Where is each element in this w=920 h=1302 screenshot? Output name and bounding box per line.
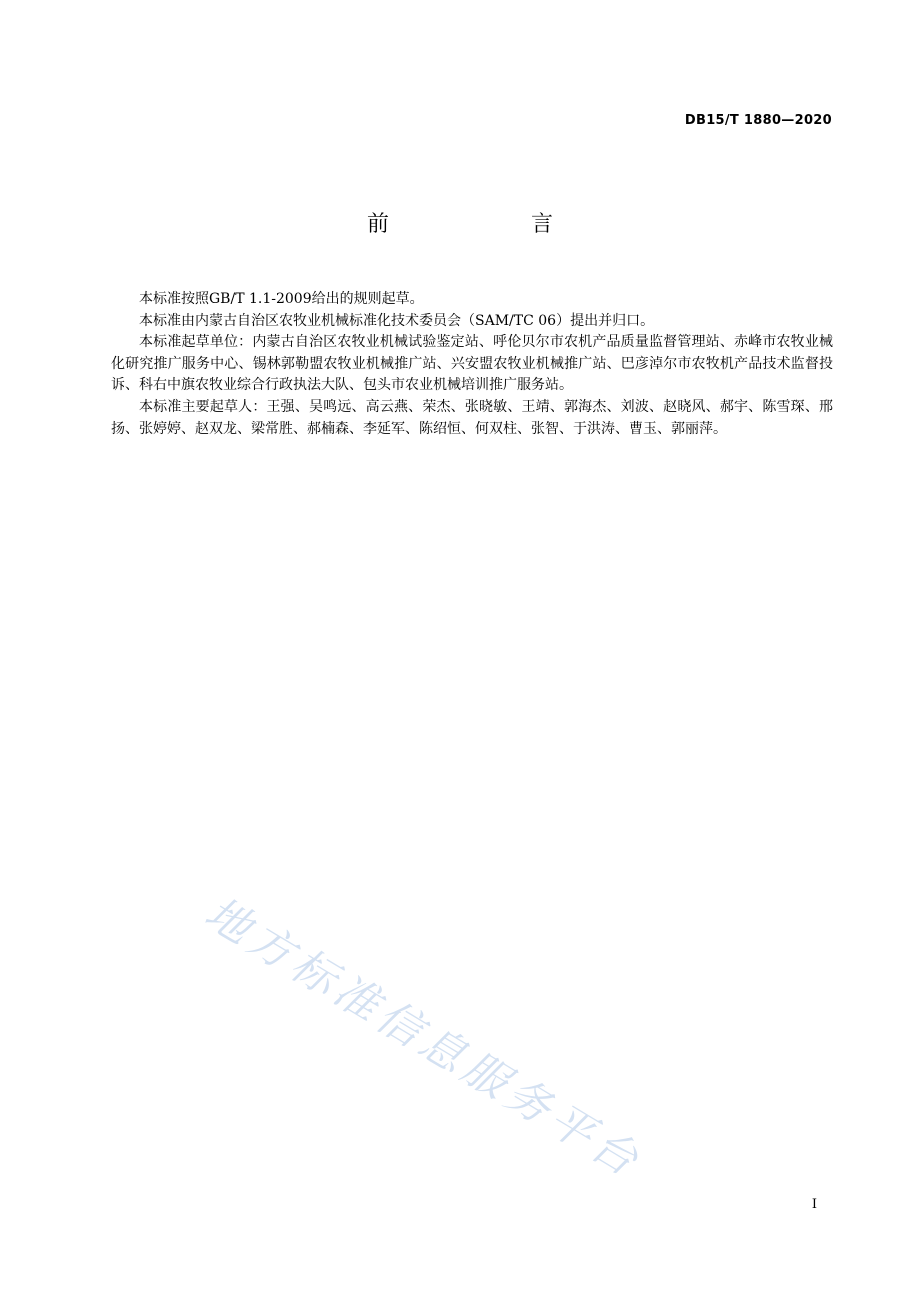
paragraph-drafting-units: 本标准起草单位：内蒙古自治区农牧业机械试验鉴定站、呼伦贝尔市农机产品质量监督管理站、赤峰市农牧业械化研究推广服务中心、锡林郭勒盟农牧业机械推广站、兴安盟农牧业机械推广站、巴彦淖尔市农牧机产品技术监督投诉、科右中旗农牧业综合行政执法大队、包头市农业机械培训推广服务站。	[111, 334, 833, 394]
paragraph-drafters: 本标准主要起草人：王强、吴鸣远、高云燕、荣杰、张晓敏、王靖、郭海杰、刘波、赵晓风、郝宇、陈雪琛、邢扬、张婷婷、赵双龙、梁常胜、郝楠森、李延军、陈绍恒、何双柱、张智、于洪涛、曹玉、郭丽萍。	[111, 398, 833, 437]
page-title: 前 言	[366, 212, 613, 237]
page-number: I	[811, 1197, 817, 1212]
foreword-body	[111, 289, 833, 440]
paragraph-proposer: 本标准由内蒙古自治区农牧业机械标准化技术委员会（SAM/TC 06）提出并归口。	[139, 312, 655, 329]
watermark: 地方标准信息服务平台	[196, 887, 651, 1189]
standard-code: DB15/T 1880—2020	[684, 113, 832, 128]
paragraph-drafting-rules: 本标准按照GB/T 1.1-2009给出的规则起草。	[139, 291, 424, 307]
